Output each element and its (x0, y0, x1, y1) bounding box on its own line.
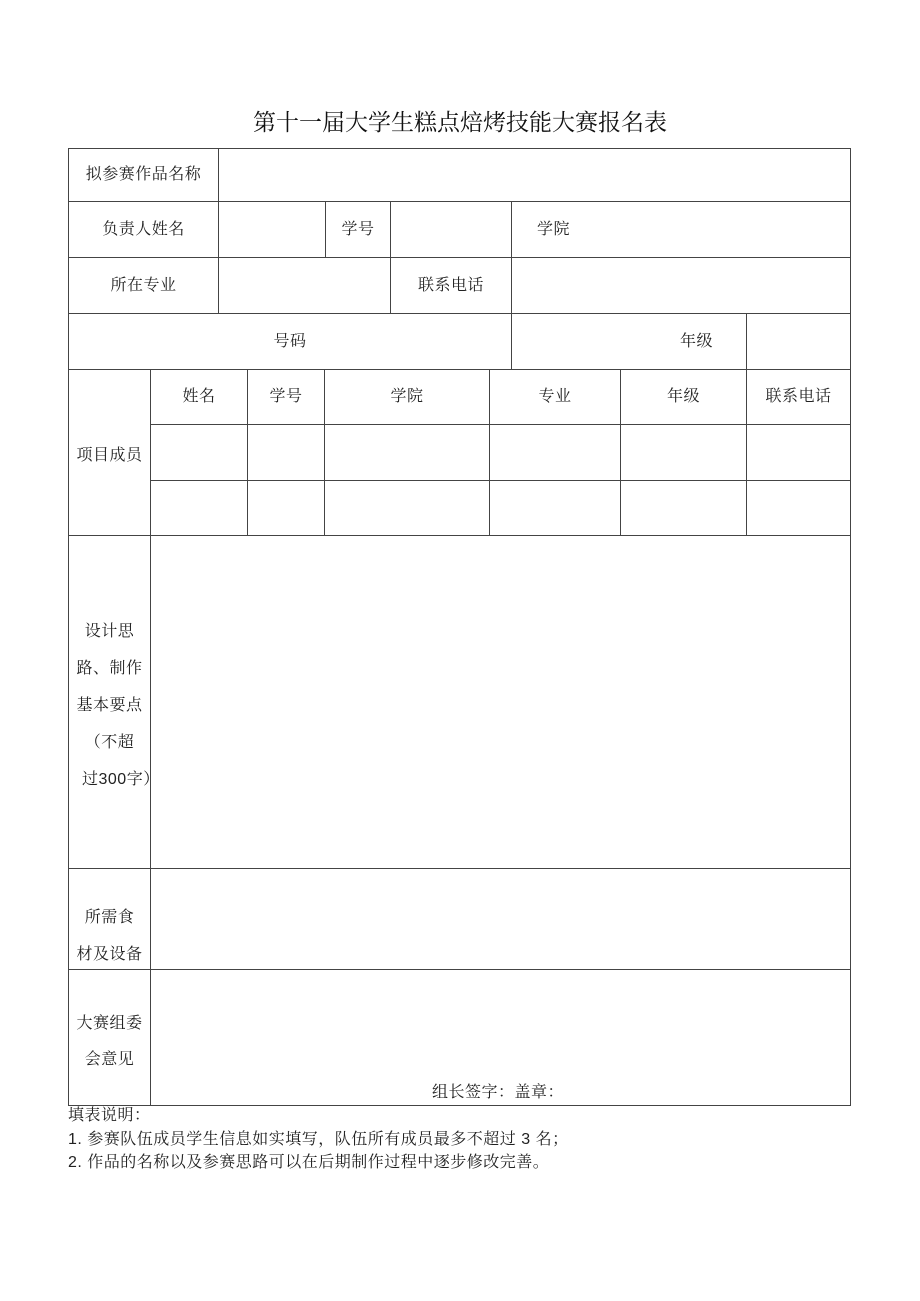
design-field (151, 536, 851, 869)
members-label (69, 370, 151, 536)
member-1-major-cell (490, 425, 621, 481)
member-2-name-cell (151, 481, 248, 536)
member-2-phone-cell (747, 481, 851, 536)
member-col-major-header: 专业 (490, 370, 621, 425)
leader-student-id-label: 学号 (326, 202, 391, 258)
instruction-item: 2. 作品的名称以及参赛思路可以在后期制作过程中逐步修改完善。 (68, 1154, 550, 1171)
leader-college-label: 学院 (512, 202, 851, 258)
materials-label (69, 869, 151, 970)
member-2-student-id-cell (248, 481, 325, 536)
design-label (69, 536, 160, 869)
committee-label (69, 970, 151, 1106)
leader-name-label: 负责人姓名 (69, 202, 219, 258)
leader-phone-label: 联系电话 (391, 258, 512, 314)
member-col-student-id-header: 学号 (248, 370, 325, 425)
committee-label-line: 会意见 (84, 1051, 135, 1068)
design-label-line: 设计思 (84, 623, 135, 640)
design-label-line: 过300字） (82, 771, 160, 788)
leader-grade-label: 年级 (512, 314, 747, 370)
committee-label-line: 大赛组委 (76, 1015, 143, 1032)
signature-line (432, 1083, 564, 1103)
members-label-text: 项目成员 (76, 447, 143, 464)
materials-label-line: 材及设备 (76, 946, 143, 963)
member-2-college-cell (325, 481, 490, 536)
design-label-line: （不超 (84, 734, 135, 751)
seal-label: 盖章： (514, 1084, 565, 1101)
design-label-line: 路、制作 (76, 660, 143, 677)
design-label-line: 基本要点 (76, 697, 143, 714)
leader-grade-field (747, 314, 851, 370)
member-1-grade-cell (621, 425, 747, 481)
member-col-grade-header: 年级 (621, 370, 747, 425)
leader-major-label: 所在专业 (69, 258, 219, 314)
member-1-name-cell (151, 425, 248, 481)
work-name-field (219, 149, 851, 202)
leader-phone-field (512, 258, 851, 314)
materials-label-line: 所需食 (84, 909, 135, 926)
instructions-heading: 填表说明： (68, 1107, 151, 1124)
member-2-grade-cell (621, 481, 747, 536)
leader-signature-label: 组长签字： (432, 1084, 515, 1101)
leader-major-field (219, 258, 391, 314)
committee-field (151, 970, 851, 1106)
filling-instructions (68, 1104, 868, 1175)
work-name-label: 拟参赛作品名称 (69, 149, 219, 202)
form-title: 第十一届大学生糕点焙烤技能大赛报名表 (253, 110, 667, 135)
member-col-college-header: 学院 (325, 370, 490, 425)
leader-name-field (219, 202, 326, 258)
member-1-student-id-cell (248, 425, 325, 481)
member-col-phone-header: 联系电话 (747, 370, 851, 425)
materials-field (151, 869, 851, 970)
leader-student-id-field (391, 202, 512, 258)
member-2-major-cell (490, 481, 621, 536)
leader-phone-number-label: 号码 (69, 314, 512, 370)
member-1-phone-cell (747, 425, 851, 481)
registration-table (68, 148, 851, 1106)
member-1-college-cell (325, 425, 490, 481)
member-col-name-header: 姓名 (151, 370, 248, 425)
instruction-item: 1. 参赛队伍成员学生信息如实填写，队伍所有成员最多不超过 3 名； (68, 1130, 569, 1148)
